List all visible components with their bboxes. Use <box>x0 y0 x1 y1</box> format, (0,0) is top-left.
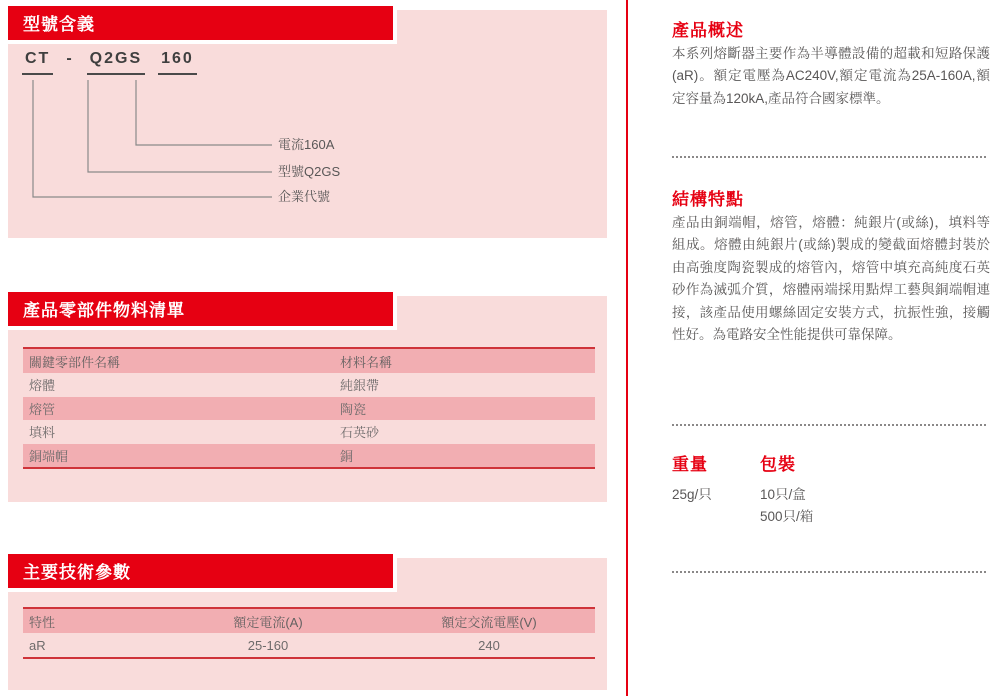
bom-section-title: 產品零部件物料清單 <box>23 301 185 320</box>
bom-table-header-row <box>23 349 595 373</box>
model-number <box>22 50 210 75</box>
model-meaning-panel <box>8 10 607 238</box>
params-header-rated-current: 額定電流(A) <box>233 614 303 630</box>
bom-material-cell: 銅 <box>340 448 354 464</box>
packaging-value-box: 10只/盒 <box>760 487 806 502</box>
weight-title: 重量 <box>672 455 708 474</box>
model-section-title: 型號含義 <box>23 15 95 34</box>
callout-type: 型號Q2GS <box>278 164 341 179</box>
model-prefix: CT <box>22 50 53 75</box>
bom-material-cell: 陶瓷 <box>340 401 367 417</box>
bom-table <box>23 347 595 469</box>
dotted-divider <box>672 156 986 158</box>
weight-value: 25g/只 <box>672 487 712 502</box>
structure-title: 結構特點 <box>672 190 744 209</box>
params-section-header <box>8 554 397 592</box>
table-row <box>23 633 595 657</box>
model-series: Q2GS <box>87 50 145 75</box>
model-rating: 160 <box>158 50 197 75</box>
params-section-title: 主要技術參數 <box>23 563 131 582</box>
packaging-title: 包裝 <box>760 455 796 474</box>
table-row <box>23 444 595 468</box>
overview-body: 本系列熔斷器主要作為半導體設備的超載和短路保護(aR)。額定電壓為AC240V,額定電流為25A-160A,額定容量為120kA,產品符合國家標準。 <box>672 46 990 106</box>
dotted-divider <box>672 424 986 426</box>
params-table-header-row <box>23 609 595 633</box>
table-row <box>23 373 595 397</box>
params-current-cell: 25-160 <box>247 637 289 653</box>
model-hyphen: - <box>66 50 74 67</box>
bom-section-header <box>8 292 397 330</box>
bom-part-cell: 填料 <box>29 425 56 441</box>
bom-header-material: 材料名稱 <box>340 354 393 370</box>
params-characteristic-cell: aR <box>29 637 46 653</box>
dotted-divider <box>672 571 986 573</box>
vertical-divider <box>626 0 628 696</box>
table-row <box>23 397 595 421</box>
model-section-header <box>8 6 397 44</box>
bom-material-cell: 純銀帶 <box>340 378 380 394</box>
params-table <box>23 607 595 659</box>
overview-title: 產品概述 <box>672 21 744 40</box>
packaging-value-carton: 500只/箱 <box>760 509 814 524</box>
bom-material-cell: 石英砂 <box>340 425 380 441</box>
table-row <box>23 420 595 444</box>
params-header-characteristic: 特性 <box>29 614 56 630</box>
structure-body: 產品由銅端帽，熔管，熔體：純銀片(或絲)，填料等組成。熔體由純銀片(或絲)製成的變截面熔體封裝於由高強度陶瓷製成的熔管內，熔管中填充高純度石英砂作為滅弧介質，熔體兩端採用點焊工藝與銅端帽連接，該產品使用螺絲固定安裝方式，抗振性強，接觸性好。為電路安全性能提供可靠保障。 <box>672 215 990 343</box>
bom-part-cell: 熔管 <box>29 401 56 417</box>
callout-company-code: 企業代號 <box>278 189 331 204</box>
bom-header-part: 關鍵零部件名稱 <box>29 354 121 370</box>
params-voltage-cell: 240 <box>478 637 500 653</box>
bom-part-cell: 熔體 <box>29 378 56 394</box>
params-header-rated-voltage: 額定交流電壓(V) <box>441 614 537 630</box>
callout-current: 電流160A <box>278 137 335 152</box>
bom-part-cell: 銅端帽 <box>29 448 69 464</box>
